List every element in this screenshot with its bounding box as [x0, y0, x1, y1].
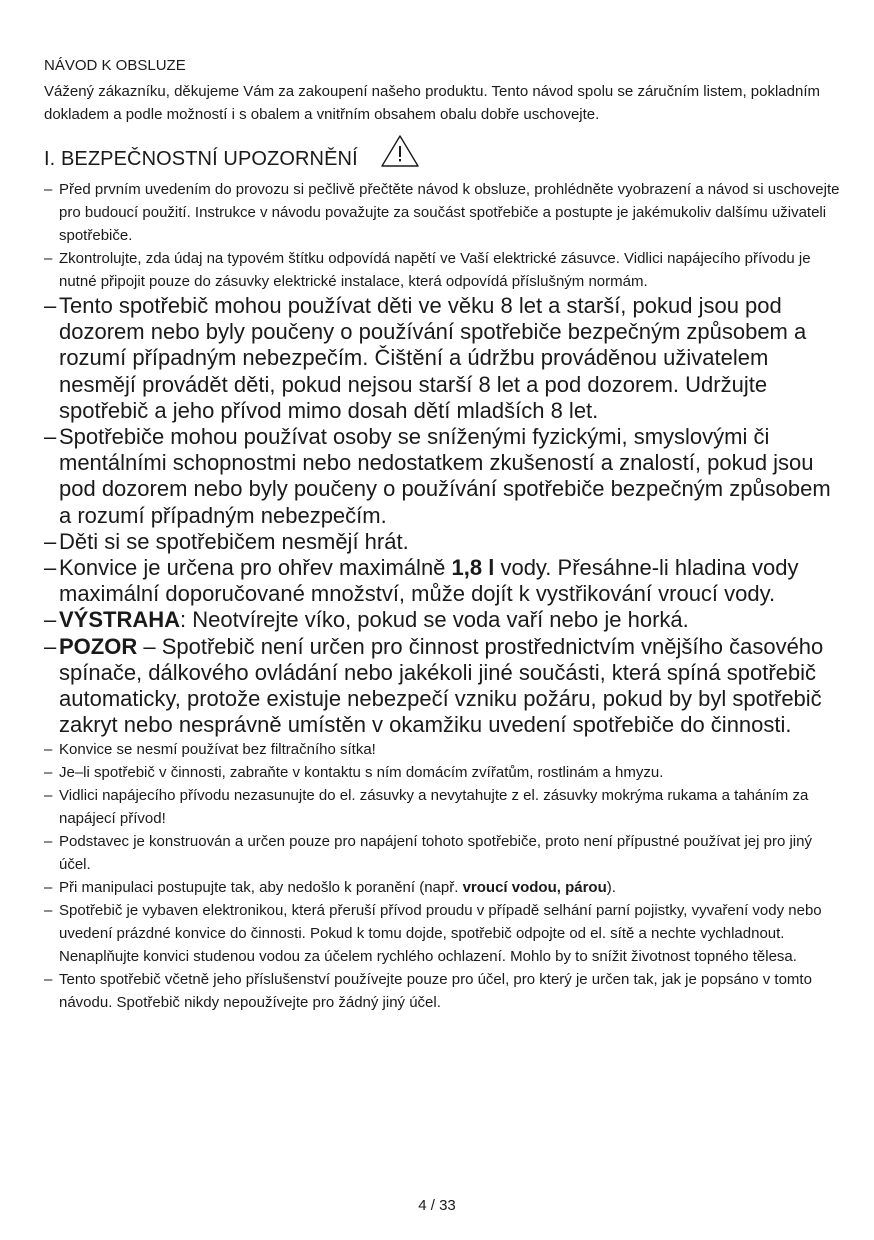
list-item: – Tento spotřebič mohou používat děti ve věku 8 let a starší, pokud jsou pod dozorem nebo byly poučeny o používání spotřebiče bezpečným způsobem a rozumí případným nebezpečím. Čištění a údržbu prováděnou uživatelem nesmějí provádět děti, pokud nejsou starší 8 let a pod dozorem. Udržujte spotřebič a jeho přívod mimo dosah dětí mladších 8 let. — [44, 293, 844, 424]
list-item: – Spotřebič je vybaven elektronikou, která přeruší přívod proudu v případě selhání parní pojistky, vyvaření vody nebo uvedení prázdné konvice do činnosti. Pokud k tomu dojde, spotřebič odpojte od el. sítě a nechte vychladnout. Nenaplňujte konvici studenou vodou za účelem rychlého ochlazení. Mohlo by to snížit životnost topného tělesa. — [44, 899, 844, 968]
safety-list — [44, 178, 844, 1014]
section-heading — [44, 144, 844, 174]
list-item: – Vidlici napájecího přívodu nezasunujte do el. zásuvky a nevytahujte z el. zásuvky mokrýma rukama a taháním za napájecí přívod! — [44, 784, 844, 830]
list-item: – Spotřebiče mohou používat osoby se sníženými fyzickými, smyslovými či mentálními schopnostmi nebo nedostatkem zkušeností a znalostí, pokud jsou pod dozorem nebo byly poučeny o používání spotřebiče bezpečným způsobem a rozumí případným nebezpečím. — [44, 424, 844, 529]
list-item: – Před prvním uvedením do provozu si pečlivě přečtěte návod k obsluze, prohlédněte vyobrazení a návod si uschovejte pro budoucí použití. Instrukce v návodu považujte za součást spotřebiče a postupte je jakémukoliv dalšímu uživateli spotřebiče. — [44, 178, 844, 247]
list-item: – Podstavec je konstruován a určen pouze pro napájení tohoto spotřebiče, proto není přípustné používat jej pro jiný účel. — [44, 830, 844, 876]
list-item: – Zkontrolujte, zda údaj na typovém štítku odpovídá napětí ve Vaší elektrické zásuvce. Vidlici napájecího přívodu je nutné připojit pouze do zásuvky elektrické instalace, která odpovídá příslušným normám. — [44, 247, 844, 293]
list-item: – Při manipulaci postupujte tak, aby nedošlo k poranění (např. vroucí vodou, párou). — [44, 876, 844, 899]
section-title: I. BEZPEČNOSTNÍ UPOZORNĚNÍ — [44, 147, 358, 170]
list-item: – Děti si se spotřebičem nesmějí hrát. — [44, 529, 844, 555]
list-item: – Tento spotřebič včetně jeho příslušenství používejte pouze pro účel, pro který je určen tak, jak je popsáno v tomto návodu. Spotřebič nikdy nepoužívejte pro žádný jiný účel. — [44, 968, 844, 1014]
page-number: 4 / 33 — [418, 1197, 456, 1214]
list-item: – VÝSTRAHA: Neotvírejte víko, pokud se voda vaří nebo je horká. — [44, 607, 844, 633]
list-item: – Konvice se nesmí používat bez filtračního sítka! — [44, 738, 844, 761]
list-item: – Je–li spotřebič v činnosti, zabraňte v kontaktu s ním domácím zvířatům, rostlinám a hmyzu. — [44, 761, 844, 784]
list-item: – Konvice je určena pro ohřev maximálně 1,8 l vody. Přesáhne-li hladina vody maximální doporučované množství, může dojít k vystřikování vroucí vody. — [44, 555, 844, 607]
list-item: – POZOR – Spotřebič není určen pro činnost prostřednictvím vnějšího časového spínače, dálkového ovládání nebo jakékoli jiné součásti, která spíná spotřebič automaticky, protože existuje nebezpečí vzniku požáru, pokud by byl spotřebič zakryt nebo nesprávně umístěn v okamžiku uvedení spotřebiče do činnosti. — [44, 634, 844, 739]
manual-page — [44, 56, 844, 1014]
warning-triangle-icon — [380, 134, 420, 174]
document-header: NÁVOD K OBSLUZE — [44, 57, 186, 74]
intro-paragraph: Vážený zákazníku, děkujeme Vám za zakoupení našeho produktu. Tento návod spolu se záručním listem, pokladním dokladem a podle možností i s obalem a vnitřním obsahem obalu dobře uschovejte. — [44, 83, 821, 123]
